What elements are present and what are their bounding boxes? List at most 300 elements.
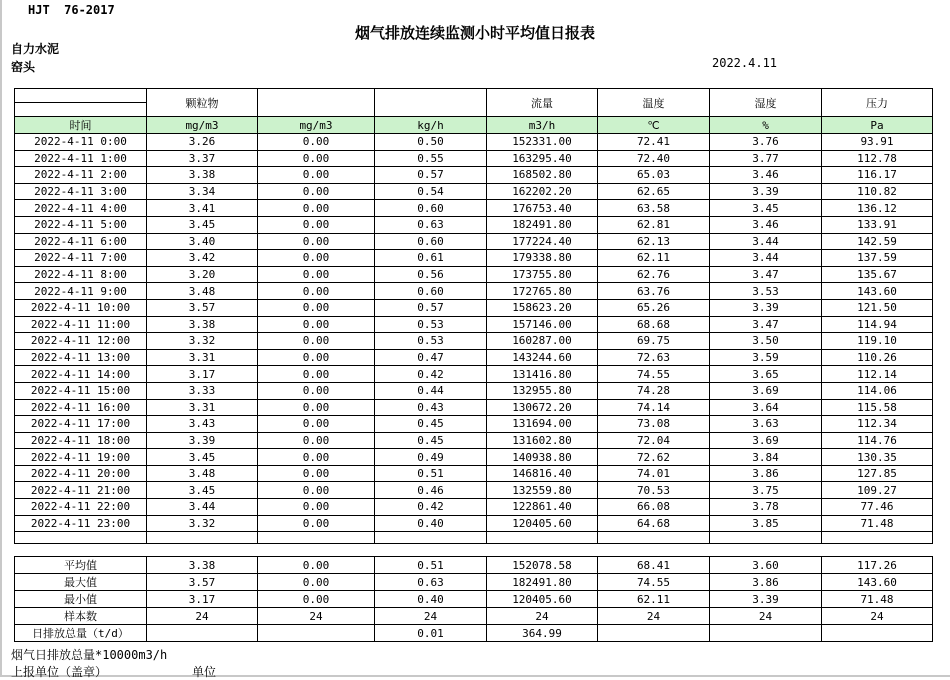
cell-value: 3.32 [147,515,258,532]
summary-value: 24 [598,608,710,625]
cell-value: 0.45 [375,416,487,433]
summary-value: 74.55 [598,574,710,591]
cell-value: 112.14 [822,366,933,383]
cell-value: 0.00 [258,167,375,184]
cell-value: 0.00 [258,200,375,217]
cell-value: 3.43 [147,416,258,433]
cell-value: 3.44 [710,233,822,250]
table-row [15,266,933,283]
cell-value: 0.47 [375,349,487,366]
cell-value: 135.67 [822,266,933,283]
summary-value: 3.39 [710,591,822,608]
summary-value [258,625,375,642]
group-particulate: 颗粒物 [147,89,258,117]
cell-value: 62.76 [598,266,710,283]
summary-value: 120405.60 [487,591,598,608]
cell-time: 2022-4-11 23:00 [15,515,147,532]
summary-value: 24 [375,608,487,625]
cell-value: 3.31 [147,399,258,416]
blank-row [15,532,933,544]
cell-time: 2022-4-11 6:00 [15,233,147,250]
summary-value [147,625,258,642]
cell-value: 3.77 [710,150,822,167]
cell-value: 3.38 [147,316,258,333]
cell-value: 70.53 [598,482,710,499]
cell-time: 2022-4-11 14:00 [15,366,147,383]
table-row [15,515,933,532]
cell-value: 130672.20 [487,399,598,416]
blank-cell [15,532,147,544]
cell-value: 0.53 [375,333,487,350]
cell-value: 121.50 [822,299,933,316]
summary-label: 样本数 [15,608,147,625]
cell-value: 112.34 [822,416,933,433]
cell-value: 0.00 [258,183,375,200]
cell-value: 0.45 [375,432,487,449]
table-row [15,233,933,250]
summary-label: 平均值 [15,557,147,574]
unit-pa: Pa [822,117,933,134]
cell-value: 3.41 [147,200,258,217]
summary-daily-total-row [15,625,933,642]
cell-value: 0.43 [375,399,487,416]
unit-row [15,117,933,134]
cell-value: 3.45 [147,482,258,499]
summary-value: 0.63 [375,574,487,591]
table-row [15,382,933,399]
cell-value: 3.20 [147,266,258,283]
cell-value: 3.39 [710,299,822,316]
blank-cell [822,532,933,544]
summary-table [14,556,933,642]
cell-value: 3.44 [710,250,822,267]
group-empty-1 [258,89,375,117]
cell-value: 72.40 [598,150,710,167]
cell-value: 127.85 [822,465,933,482]
summary-value: 3.86 [710,574,822,591]
cell-time: 2022-4-11 0:00 [15,134,147,151]
cell-value: 3.31 [147,349,258,366]
cell-time: 2022-4-11 21:00 [15,482,147,499]
summary-value: 24 [258,608,375,625]
summary-value: 24 [147,608,258,625]
cell-time: 2022-4-11 17:00 [15,416,147,433]
cell-value: 0.46 [375,482,487,499]
summary-value [710,625,822,642]
summary-value: 364.99 [487,625,598,642]
cell-value: 3.63 [710,416,822,433]
cell-value: 0.00 [258,482,375,499]
cell-value: 120405.60 [487,515,598,532]
cell-value: 71.48 [822,515,933,532]
blank-cell [147,532,258,544]
cell-value: 3.48 [147,465,258,482]
summary-average-row [15,557,933,574]
report-unit-label: 上报单位（盖章） [11,665,108,679]
table-row [15,399,933,416]
cell-value: 0.00 [258,382,375,399]
cell-value: 110.26 [822,349,933,366]
cell-time: 2022-4-11 12:00 [15,333,147,350]
unit-celsius: ℃ [598,117,710,134]
cell-value: 0.00 [258,250,375,267]
cell-value: 112.78 [822,150,933,167]
summary-value: 3.60 [710,557,822,574]
cell-value: 0.00 [258,349,375,366]
cell-value: 168502.80 [487,167,598,184]
cell-value: 3.39 [147,432,258,449]
summary-value: 0.01 [375,625,487,642]
unit-kgh: kg/h [375,117,487,134]
cell-value: 74.14 [598,399,710,416]
cell-value: 62.65 [598,183,710,200]
report-date: 2022.4.11 [712,56,778,70]
unit-label: 单位 [192,665,217,679]
summary-value: 24 [822,608,933,625]
cell-value: 74.28 [598,382,710,399]
cell-value: 0.00 [258,399,375,416]
table-row [15,416,933,433]
cell-time: 2022-4-11 11:00 [15,316,147,333]
cell-time: 2022-4-11 7:00 [15,250,147,267]
cell-value: 163295.40 [487,150,598,167]
cell-value: 62.81 [598,216,710,233]
summary-max-row [15,574,933,591]
time-header-bottom-cell [15,103,147,117]
cell-value: 176753.40 [487,200,598,217]
blank-cell [375,532,487,544]
cell-value: 114.06 [822,382,933,399]
summary-rows [15,557,933,642]
cell-value: 3.69 [710,432,822,449]
summary-label: 日排放总量（t/d） [15,625,147,642]
cell-value: 3.42 [147,250,258,267]
cell-value: 0.00 [258,432,375,449]
cell-time: 2022-4-11 19:00 [15,449,147,466]
group-temperature: 温度 [598,89,710,117]
cell-value: 65.03 [598,167,710,184]
cell-value: 0.00 [258,233,375,250]
cell-time: 2022-4-11 10:00 [15,299,147,316]
main-table-wrap [14,88,933,544]
cell-value: 122861.40 [487,499,598,516]
cell-value: 109.27 [822,482,933,499]
table-row [15,134,933,151]
cell-value: 3.32 [147,333,258,350]
table-row [15,432,933,449]
cell-time: 2022-4-11 2:00 [15,167,147,184]
table-row [15,465,933,482]
cell-value: 62.11 [598,250,710,267]
cell-value: 119.10 [822,333,933,350]
cell-value: 0.00 [258,515,375,532]
cell-value: 114.94 [822,316,933,333]
cell-value: 3.45 [710,200,822,217]
cell-value: 3.47 [710,316,822,333]
table-row [15,299,933,316]
summary-value [598,625,710,642]
table-row [15,366,933,383]
table-row [15,150,933,167]
cell-value: 0.54 [375,183,487,200]
blank-cell [710,532,822,544]
page-edge-left [0,0,2,677]
summary-value: 0.51 [375,557,487,574]
cell-time: 2022-4-11 3:00 [15,183,147,200]
cell-time: 2022-4-11 9:00 [15,283,147,300]
cell-value: 3.53 [710,283,822,300]
cell-value: 69.75 [598,333,710,350]
cell-value: 0.60 [375,200,487,217]
cell-value: 0.42 [375,499,487,516]
table-row [15,482,933,499]
cell-value: 3.26 [147,134,258,151]
cell-value: 3.78 [710,499,822,516]
cell-value: 0.00 [258,416,375,433]
group-humidity: 湿度 [710,89,822,117]
cell-value: 0.51 [375,465,487,482]
cell-value: 0.56 [375,266,487,283]
standard-code: HJT 76-2017 [28,3,115,17]
cell-time: 2022-4-11 4:00 [15,200,147,217]
cell-value: 3.37 [147,150,258,167]
summary-value: 62.11 [598,591,710,608]
summary-value: 0.00 [258,591,375,608]
summary-value [822,625,933,642]
cell-value: 0.00 [258,299,375,316]
cell-value: 72.41 [598,134,710,151]
cell-value: 3.65 [710,366,822,383]
cell-value: 0.00 [258,283,375,300]
cell-value: 110.82 [822,183,933,200]
cell-value: 152331.00 [487,134,598,151]
blank-cell [598,532,710,544]
cell-value: 3.85 [710,515,822,532]
summary-value: 0.00 [258,574,375,591]
cell-value: 0.57 [375,299,487,316]
cell-value: 158623.20 [487,299,598,316]
cell-value: 160287.00 [487,333,598,350]
cell-value: 177224.40 [487,233,598,250]
cell-value: 0.00 [258,449,375,466]
cell-value: 0.60 [375,233,487,250]
unit-mgm3-2: mg/m3 [258,117,375,134]
cell-value: 73.08 [598,416,710,433]
cell-value: 0.00 [258,333,375,350]
cell-value: 142.59 [822,233,933,250]
company-name: 自力水泥 [11,42,60,56]
footnote-total-flow: 烟气日排放总量*10000m3/h [11,648,168,662]
summary-value: 3.17 [147,591,258,608]
summary-value: 117.26 [822,557,933,574]
cell-value: 137.59 [822,250,933,267]
cell-value: 179338.80 [487,250,598,267]
blank-row-section [15,532,933,544]
group-pressure: 压力 [822,89,933,117]
table-row [15,250,933,267]
cell-value: 3.38 [147,167,258,184]
cell-value: 3.59 [710,349,822,366]
cell-value: 0.00 [258,465,375,482]
cell-time: 2022-4-11 22:00 [15,499,147,516]
time-header-top-cell [15,89,147,103]
cell-value: 72.04 [598,432,710,449]
cell-value: 140938.80 [487,449,598,466]
cell-value: 65.26 [598,299,710,316]
cell-value: 3.45 [147,216,258,233]
blank-cell [487,532,598,544]
cell-value: 182491.80 [487,216,598,233]
cell-value: 130.35 [822,449,933,466]
cell-value: 3.76 [710,134,822,151]
cell-value: 131694.00 [487,416,598,433]
cell-value: 157146.00 [487,316,598,333]
cell-value: 3.64 [710,399,822,416]
cell-value: 68.68 [598,316,710,333]
table-row [15,216,933,233]
station-name: 窑头 [11,60,36,74]
summary-value: 3.38 [147,557,258,574]
cell-value: 0.00 [258,266,375,283]
cell-value: 0.00 [258,216,375,233]
summary-label: 最大值 [15,574,147,591]
table-row [15,499,933,516]
cell-value: 132955.80 [487,382,598,399]
cell-value: 3.33 [147,382,258,399]
summary-value: 24 [710,608,822,625]
table-row [15,283,933,300]
cell-value: 0.00 [258,316,375,333]
cell-value: 131416.80 [487,366,598,383]
cell-value: 0.42 [375,366,487,383]
cell-time: 2022-4-11 8:00 [15,266,147,283]
summary-value: 0.00 [258,557,375,574]
summary-label: 最小值 [15,591,147,608]
cell-value: 3.44 [147,499,258,516]
summary-min-row [15,591,933,608]
summary-table-wrap [14,556,933,642]
main-table [14,88,933,544]
unit-time: 时间 [15,117,147,134]
cell-value: 74.55 [598,366,710,383]
cell-value: 3.48 [147,283,258,300]
cell-value: 116.17 [822,167,933,184]
summary-value: 68.41 [598,557,710,574]
cell-value: 77.46 [822,499,933,516]
cell-value: 3.75 [710,482,822,499]
table-row [15,167,933,184]
cell-value: 93.91 [822,134,933,151]
cell-value: 143.60 [822,283,933,300]
cell-time: 2022-4-11 15:00 [15,382,147,399]
group-header-row [15,89,933,103]
cell-value: 72.63 [598,349,710,366]
cell-value: 173755.80 [487,266,598,283]
unit-percent: % [710,117,822,134]
cell-value: 0.61 [375,250,487,267]
cell-time: 2022-4-11 20:00 [15,465,147,482]
cell-value: 0.00 [258,366,375,383]
cell-value: 0.00 [258,150,375,167]
cell-value: 62.13 [598,233,710,250]
cell-time: 2022-4-11 1:00 [15,150,147,167]
cell-value: 0.57 [375,167,487,184]
cell-value: 0.55 [375,150,487,167]
summary-value: 143.60 [822,574,933,591]
cell-value: 115.58 [822,399,933,416]
cell-time: 2022-4-11 16:00 [15,399,147,416]
cell-value: 3.57 [147,299,258,316]
summary-value: 182491.80 [487,574,598,591]
unit-mgm3-1: mg/m3 [147,117,258,134]
summary-value: 152078.58 [487,557,598,574]
cell-value: 3.69 [710,382,822,399]
table-row [15,333,933,350]
cell-time: 2022-4-11 18:00 [15,432,147,449]
summary-value: 3.57 [147,574,258,591]
cell-value: 3.45 [147,449,258,466]
cell-value: 0.53 [375,316,487,333]
cell-value: 3.46 [710,216,822,233]
cell-value: 72.62 [598,449,710,466]
cell-time: 2022-4-11 13:00 [15,349,147,366]
cell-value: 3.40 [147,233,258,250]
cell-value: 0.49 [375,449,487,466]
cell-value: 3.34 [147,183,258,200]
cell-value: 74.01 [598,465,710,482]
cell-value: 0.00 [258,499,375,516]
cell-value: 0.40 [375,515,487,532]
table-row [15,316,933,333]
cell-value: 143244.60 [487,349,598,366]
cell-value: 64.68 [598,515,710,532]
cell-value: 136.12 [822,200,933,217]
cell-value: 3.17 [147,366,258,383]
cell-value: 0.50 [375,134,487,151]
cell-value: 0.00 [258,134,375,151]
cell-value: 3.47 [710,266,822,283]
table-row [15,349,933,366]
cell-value: 3.46 [710,167,822,184]
summary-sample-count-row [15,608,933,625]
cell-value: 162202.20 [487,183,598,200]
cell-value: 3.39 [710,183,822,200]
cell-value: 63.58 [598,200,710,217]
blank-cell [258,532,375,544]
cell-value: 3.84 [710,449,822,466]
data-rows [15,134,933,532]
unit-m3h: m3/h [487,117,598,134]
cell-value: 132559.80 [487,482,598,499]
cell-value: 63.76 [598,283,710,300]
cell-value: 146816.40 [487,465,598,482]
cell-value: 131602.80 [487,432,598,449]
table-row [15,449,933,466]
cell-time: 2022-4-11 5:00 [15,216,147,233]
cell-value: 3.50 [710,333,822,350]
cell-value: 0.44 [375,382,487,399]
table-row [15,200,933,217]
group-flow: 流量 [487,89,598,117]
cell-value: 172765.80 [487,283,598,300]
group-empty-2 [375,89,487,117]
cell-value: 66.08 [598,499,710,516]
page-title: 烟气排放连续监测小时平均值日报表 [354,24,595,42]
cell-value: 114.76 [822,432,933,449]
cell-value: 0.60 [375,283,487,300]
summary-value: 24 [487,608,598,625]
cell-value: 133.91 [822,216,933,233]
